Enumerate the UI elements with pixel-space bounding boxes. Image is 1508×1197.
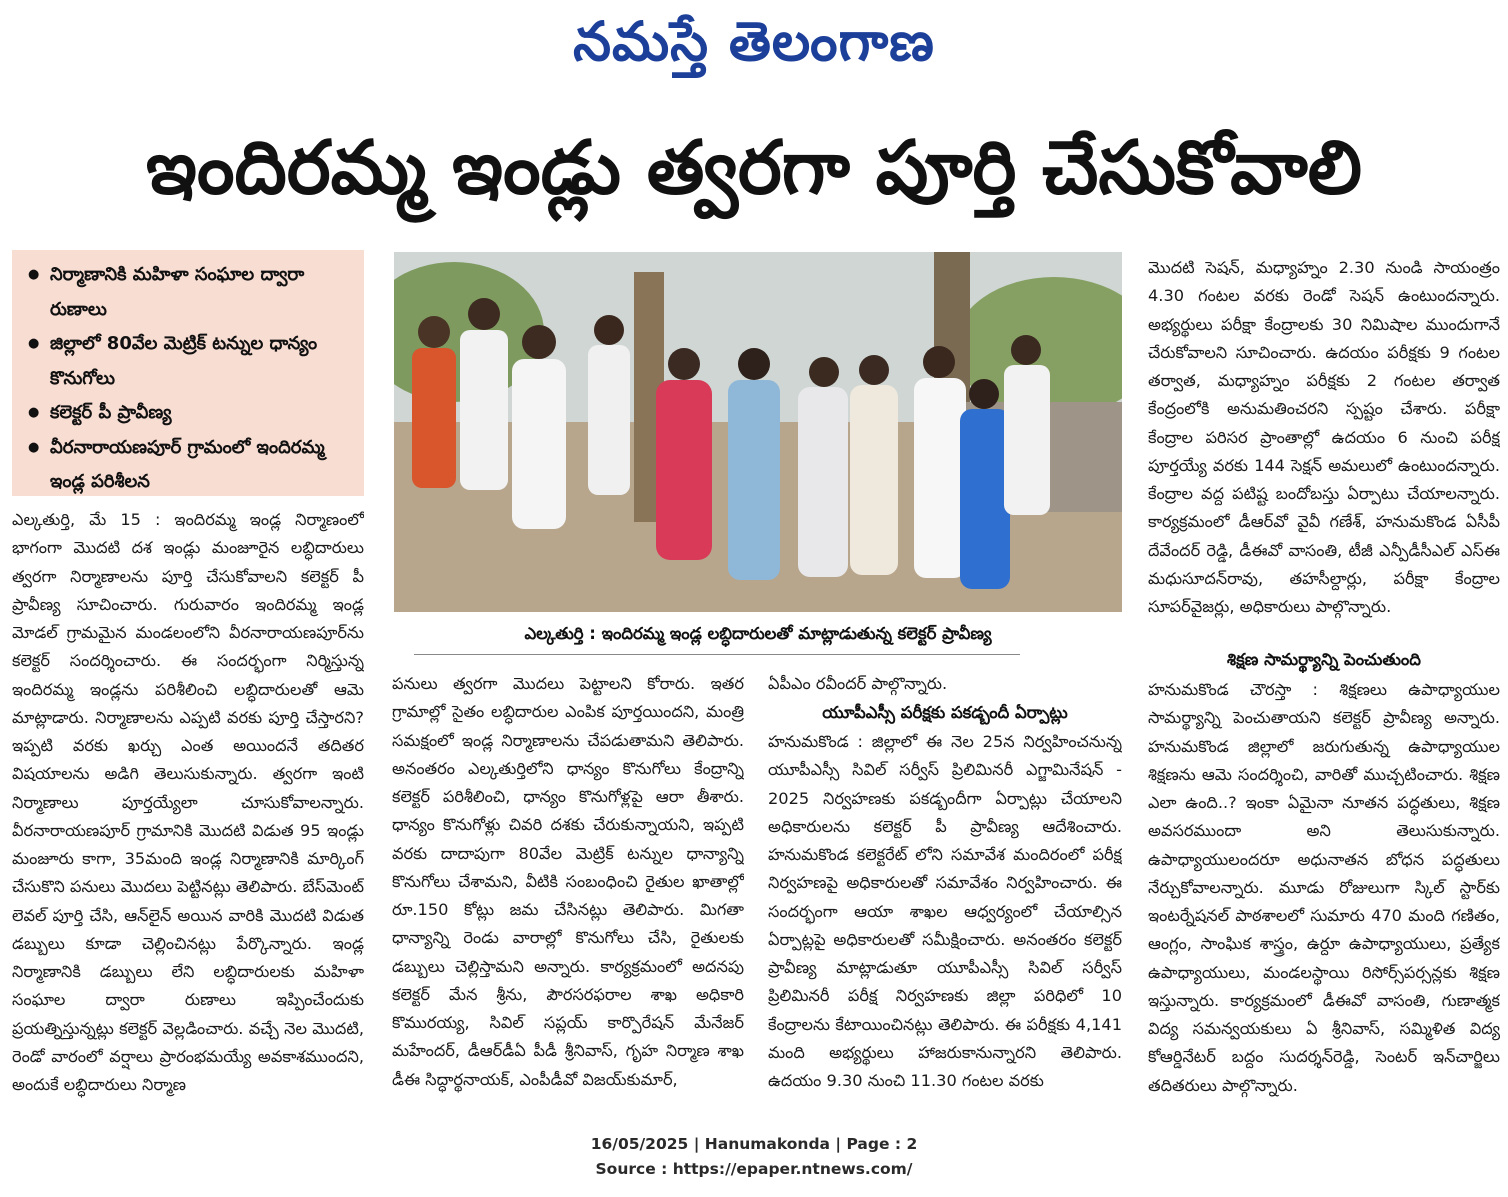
article-body-text: హనుమకొండ చౌరస్తా : శిక్షణలు ఉపాధ్యాయుల సామర్థ్యాన్ని పెంచుతాయని కలెక్టర్ ప్రావీణ్య అన్నారు. హనుమకొండ జిల్లాలో జరుగుతున్న ఉపాధ్యాయుల శిక్షణను ఆమె సందర్శించి, వారితో ముచ్చటించారు. శిక్షణ ఎలా ఉంది..? ఇంకా ఏమైనా నూతన పద్ధతులు, శిక్షణ అవసరముందా అని తెలుసుకున్నారు. ఉపాధ్యాయులందరూ అధునాతన బోధన పద్ధతులు నేర్చుకోవాలన్నారు. మూడు రోజులుగా స్కిల్ స్టార్‌కు ఇంటర్నేషనల్ పాఠశాలలో సుమారు 470 మంది గణితం, ఆంగ్లం, సాంఘిక శాస్త్రం, ఉర్దూ ఉపాధ్యాయులు, ప్రత్యేక ఉపాధ్యాయులు, మండలస్థాయి రిసోర్స్‌పర్సన్లకు శిక్షణ ఇస్తున్నారు. కార్యక్రమంలో డీఈవో వాసంతి, గుణాత్మక విద్య సమన్వయకులు ఏ శ్రీనివాస్, సమ్మిళిత విద్య కోఆర్డినేటర్ బద్దం సుదర్శన్‌రెడ్డి, సెంటర్ ఇన్‌చార్జిలు తదితరులు పాల్గొన్నారు.	[1148, 680, 1500, 1095]
article-subheading: యూపీఎస్సీ పరీక్షకు పకడ్బందీ ఏర్పాట్లు	[822, 703, 1068, 722]
footer-source: Source : https://epaper.ntnews.com/	[595, 1160, 913, 1178]
highlight-item: ● నిర్మాణానికి మహిళా సంఘాల ద్వారా రుణాలు	[28, 258, 354, 327]
page-footer	[0, 1132, 1508, 1182]
news-photo	[394, 252, 1122, 612]
article-column-2	[392, 670, 744, 1112]
article-column-3-top	[768, 670, 1122, 700]
highlight-item: ● జిల్లాలో 80వేల మెట్రిక్ టన్నుల ధాన్యం కొనుగోలు	[28, 327, 354, 396]
page-headline: ఇందిరమ్మ ఇండ్లు త్వరగా పూర్తి చేసుకోవాలి	[146, 125, 1362, 211]
article-column-4-bottom	[1148, 676, 1500, 1112]
highlight-item: ● వీరనారాయణపూర్ గ్రామంలో ఇందిరమ్మ ఇండ్ల పరిశీలన	[28, 431, 354, 500]
photo-illustration	[394, 252, 1122, 612]
article-body-text: హనుమకొండ : జిల్లాలో ఈ నెల 25న నిర్వహించనున్న యూపీఎస్సీ సివిల్ సర్వీస్ ప్రిలిమినరీ ఎగ్జామినేషన్ - 2025 నిర్వహణకు పకడ్బందీగా ఏర్పాట్లు చేయాలని అధికారులను కలెక్టర్ పీ ప్రావీణ్య ఆదేశించారు. హనుమకొండ కలెక్టరేట్ లోని సమావేశ మందిరంలో పరీక్ష నిర్వహణపై అధికారులతో సమావేశం నిర్వహించారు. ఈ సందర్భంగా ఆయా శాఖల ఆధ్వర్యంలో చేయాల్సిన ఏర్పాట్లపై అధికారులతో సమీక్షించారు. అనంతరం కలెక్టర్ ప్రావీణ్య మాట్లాడుతూ యూపీఎస్సీ సివిల్ సర్వీస్ ప్రిలిమినరీ పరీక్ష నిర్వహణకు జిల్లా పరిధిలో 10 కేంద్రాలను కేటాయించినట్లు తెలిపారు. ఈ పరీక్షకు 4,141 మంది అభ్యర్థులు హాజరుకానున్నారని తెలిపారు. ఉదయం 9.30 నుంచి 11.30 గంటల వరకు	[768, 732, 1122, 1090]
article-body-text: మొదటి సెషన్, మధ్యాహ్నం 2.30 నుండి సాయంత్రం 4.30 గంటల వరకు రెండో సెషన్ ఉంటుందన్నారు. అభ్యర్థులు పరీక్షా కేంద్రాలకు 30 నిమిషాల ముందుగానే చేరుకోవాలని సూచించారు. ఉదయం పరీక్షకు 9 గంటల తర్వాత, మధ్యాహ్నం పరీక్షకు 2 గంటల తర్వాత కేంద్రంలోకి అనుమతించరని స్పష్టం చేశారు. పరీక్షా కేంద్రాల పరిసర ప్రాంతాల్లో ఉదయం 6 నుంచి పరీక్ష పూర్తయ్యే వరకు 144 సెక్షన్ అమలులో ఉంటుందన్నారు. కేంద్రాల వద్ద పటిష్ట బందోబస్తు ఏర్పాటు చేయాలన్నారు. కార్యక్రమంలో డీఆర్‌వో వైవీ గణేశ్, హనుమకొండ ఏసీపీ దేవేందర్ రెడ్డి, డీఈవో వాసంతి, టీజీ ఎన్పీడీసీఎల్ ఎస్ఈ మధుసూదన్‌రావు, తహసీల్దార్లు, పరీక్షా కేంద్రాల సూపర్‌వైజర్లు, అధికారులు పాల్గొన్నారు.	[1148, 258, 1500, 616]
article-body-text: పనులు త్వరగా మొదలు పెట్టాలని కోరారు. ఇతర గ్రామాల్లో సైతం లబ్ధిదారుల ఎంపిక పూర్తయిందని, మంత్రి సమక్షంలో ఇండ్ల నిర్మాణాలను చేపడుతామని తెలిపారు. అనంతరం ఎల్కతుర్తిలోని ధాన్యం కొనుగోలు కేంద్రాన్ని కలెక్టర్ పరిశీలించి, ధాన్యం కొనుగోళ్లపై ఆరా తీశారు. ధాన్యం కొనుగోళ్లు చివరి దశకు చేరుకున్నాయని, ఇప్పటి వరకు దాదాపుగా 80వేల మెట్రిక్ టన్నుల ధాన్యాన్ని కొనుగోలు చేశామని, వీటికి సంబంధించి రైతుల ఖాతాల్లో రూ.150 కోట్లు జమ చేసినట్లు తెలిపారు. మిగతా ధాన్యాన్ని రెండు వారాల్లో కొనుగోలు చేసి, రైతులకు డబ్బులు చెల్లిస్తామని అన్నారు. కార్యక్రమంలో అదనపు కలెక్టర్ మేన శ్రీను, పౌరసరఫరాల శాఖ అధికారి కొమురయ్య, సివిల్ సప్లయ్ కార్పొరేషన్ మేనేజర్ మహేందర్, డీఆర్‌డీఏ పీడీ శ్రీనివాస్, గృహ నిర్మాణ శాఖ డీఈ సిద్ధార్థనాయక్, ఎంపీడీవో విజయ్‌కుమార్,	[392, 674, 744, 1089]
highlight-item: ● కలెక్టర్ పీ ప్రావీణ్య	[28, 396, 354, 431]
photo-caption: ఎల్కతుర్తి : ఇందిరమ్మ ఇండ్ల లబ్ధిదారులతో మాట్లాడుతున్న కలెక్టర్ ప్రావీణ్య	[524, 624, 992, 643]
article-column-3	[768, 728, 1122, 1112]
highlights-box	[12, 250, 364, 496]
footer-date-edition: 16/05/2025 | Hanumakonda | Page : 2	[590, 1135, 918, 1153]
caption-divider	[414, 654, 1020, 655]
article-body-text: ఎల్కతుర్తి, మే 15 : ఇందిరమ్మ ఇండ్ల నిర్మాణంలో భాగంగా మొదటి దశ ఇండ్లు మంజూరైన లబ్ధిదారులు త్వరగా నిర్మాణాలను పూర్తి చేసుకోవాలని కలెక్టర్ పీ ప్రావీణ్య సూచించారు. గురువారం ఇందిరమ్మ ఇండ్ల మోడల్ గ్రామమైన మండలంలోని వీరనారాయణపూర్‌ను కలెక్టర్ సందర్శించారు. ఈ సందర్భంగా నిర్మిస్తున్న ఇందిరమ్మ ఇండ్లను పరిశీలించి లబ్ధిదారులతో ఆమె మాట్లాడారు. నిర్మాణాలను ఎప్పటి వరకు పూర్తి చేస్తారని? ఇప్పటి వరకు ఖర్చు ఎంత అయిందనే తదితర విషయాలను అడిగి తెలుసుకున్నారు. త్వరగా ఇంటి నిర్మాణాలు పూర్తయ్యేలా చూసుకోవాలన్నారు. వీరనారాయణపూర్ గ్రామానికి మొదటి విడుత 95 ఇండ్లు మంజూరు కాగా, 35మంది ఇండ్ల నిర్మాణానికి మార్కింగ్ చేసుకొని పనులు మొదలు పెట్టినట్లు తెలిపారు. బేస్‌మెంట్ లెవల్ పూర్తి చేసి, ఆన్‌లైన్ అయిన వారికి మొదటి విడుత డబ్బులు కూడా చెల్లించినట్లు పేర్కొన్నారు. ఇండ్ల నిర్మాణానికి డబ్బులు లేని లబ్ధిదారులకు మహిళా సంఘాల ద్వారా రుణాలు ఇప్పించేందుకు ప్రయత్నిస్తున్నట్లు కలెక్టర్ వెల్లడించారు. వచ్చే నెల మొదటి, రెండో వారంలో వర్షాలు ప్రారంభమయ్యే అవకాశముందని, అందుకే లబ్ధిదారులు నిర్మాణ	[12, 510, 364, 1094]
article-body-text: ఏపీఎం రవీందర్ పాల్గొన్నారు.	[768, 674, 948, 693]
masthead-logo: నమస్తే తెలంగాణ	[573, 10, 935, 73]
article-column-1	[12, 506, 364, 1112]
article-subheading: శిక్షణ సామర్థ్యాన్ని పెంచుతుంది	[1227, 650, 1421, 669]
article-column-4	[1148, 254, 1500, 646]
